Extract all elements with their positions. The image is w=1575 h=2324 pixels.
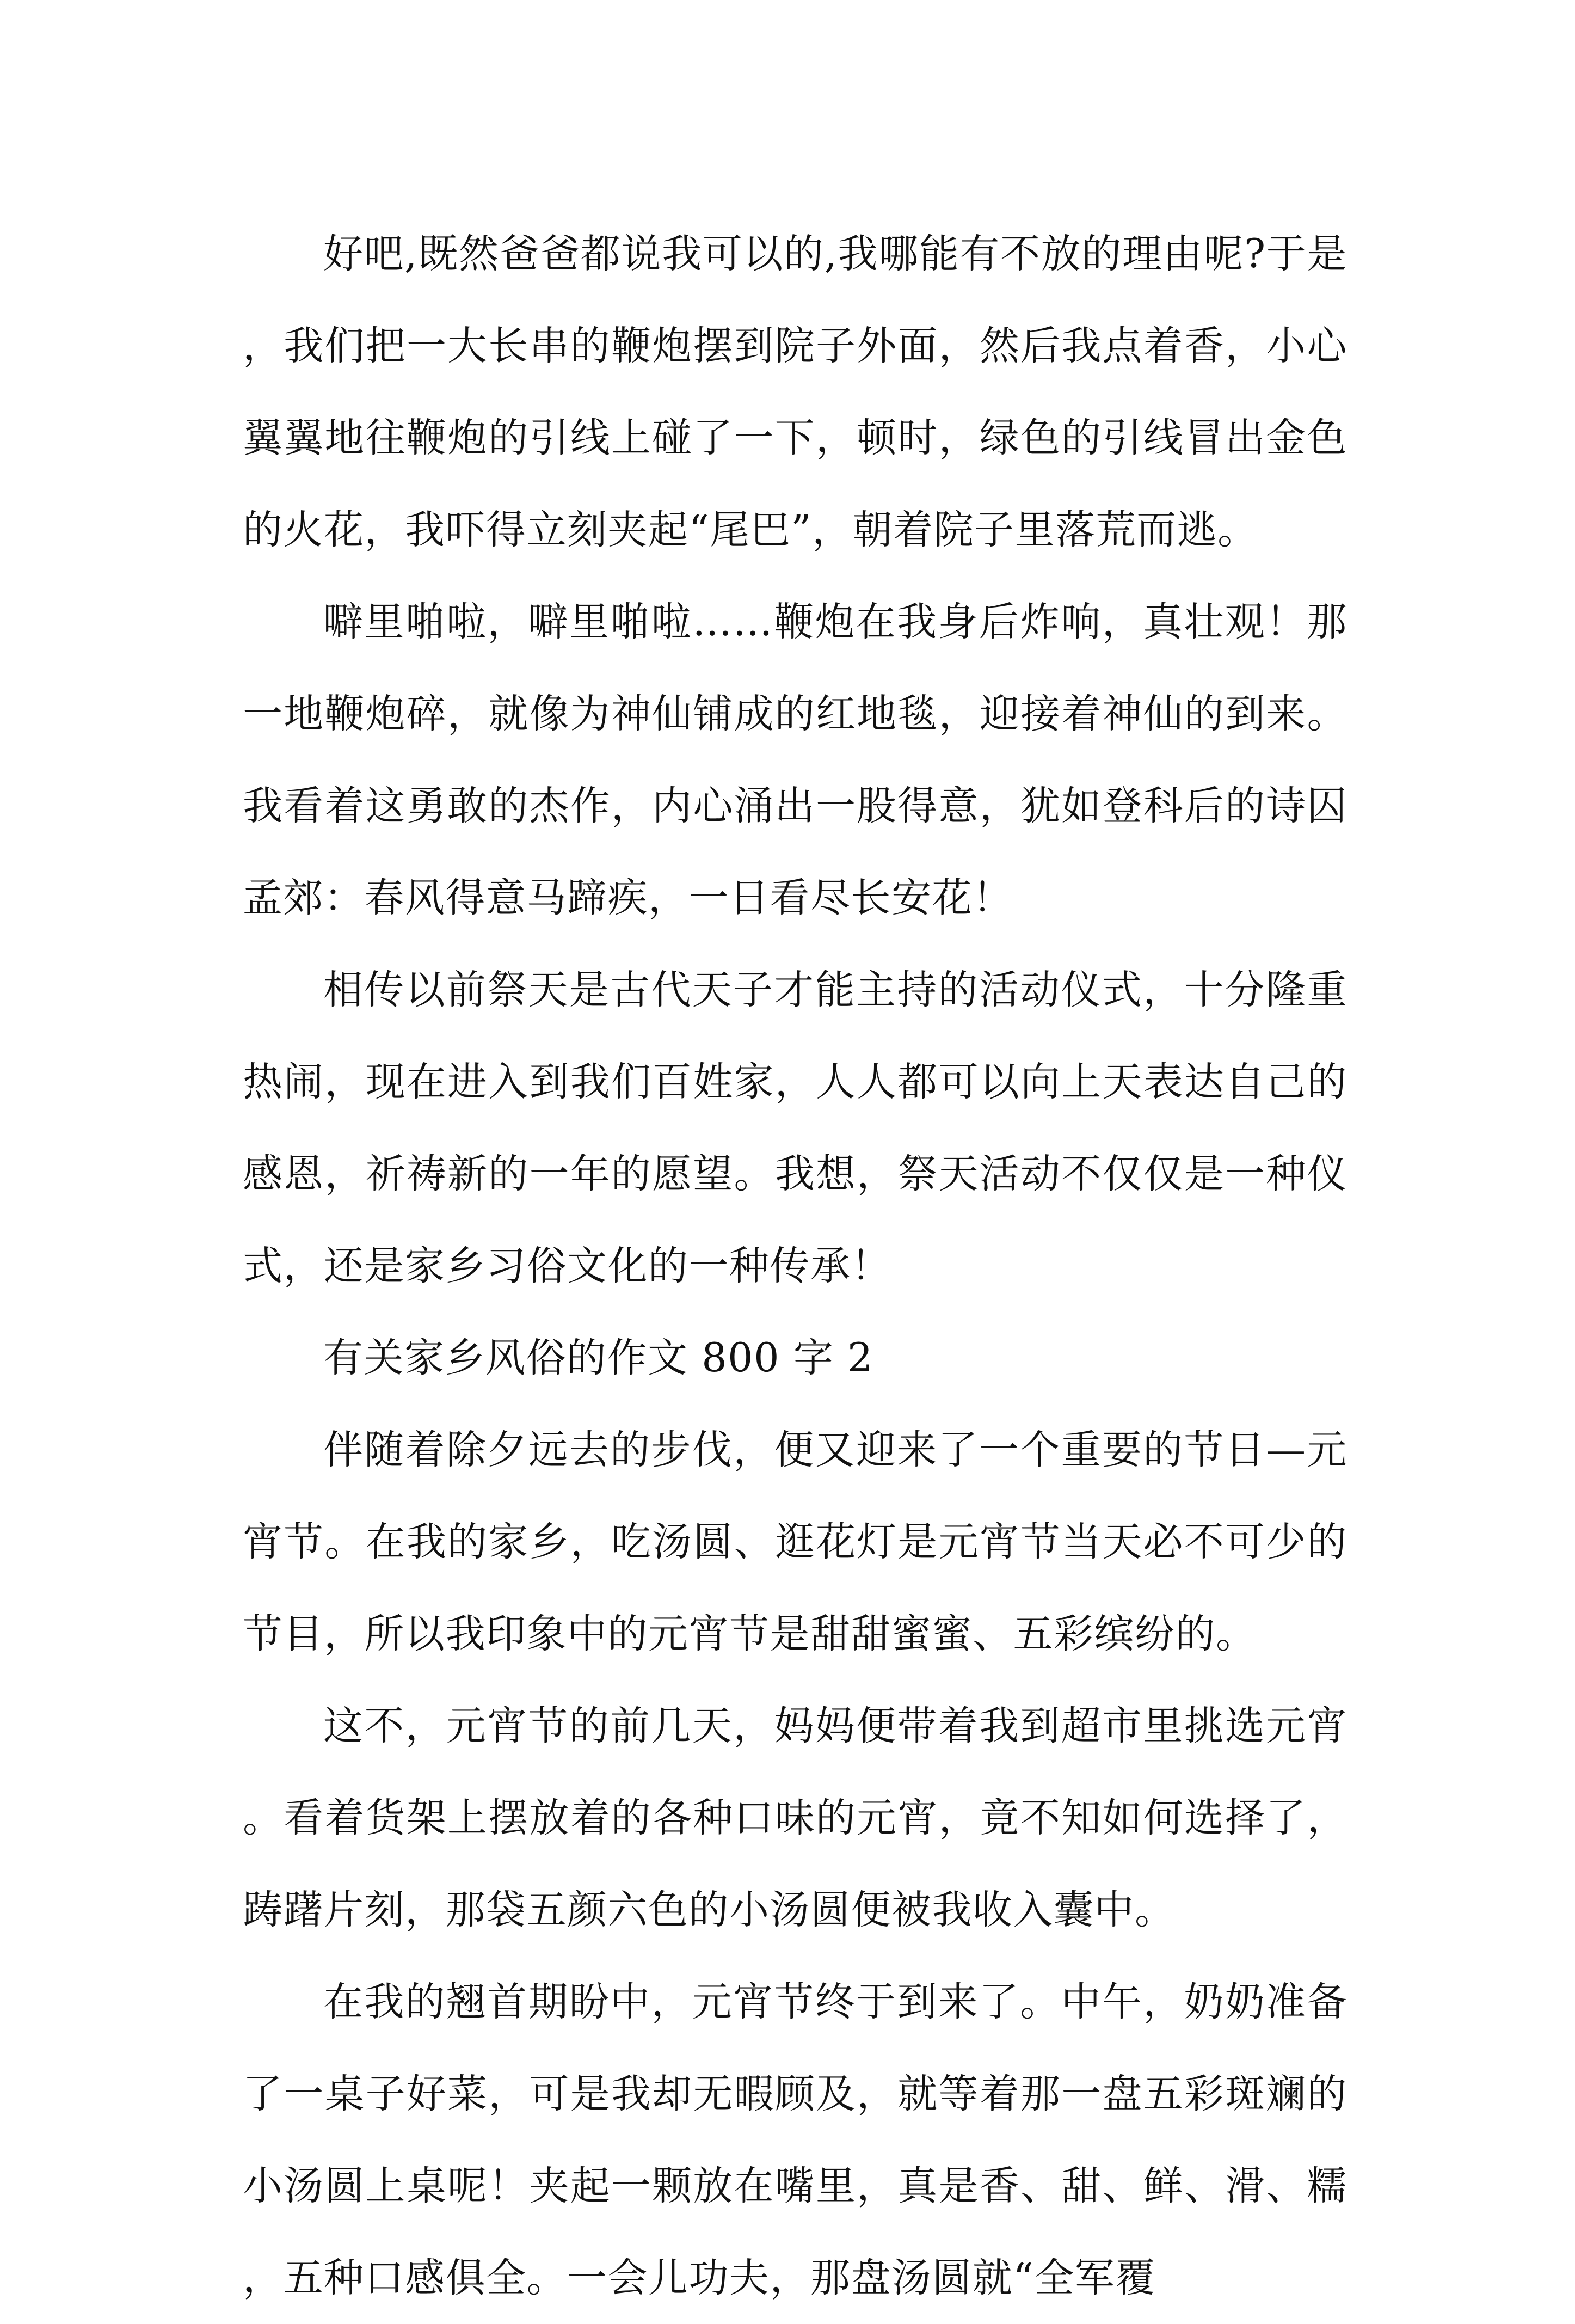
paragraph-heaven-worship: 相传以前祭天是古代天子才能主持的活动仪式，十分隆重热闹，现在进入到我们百姓家，人人都可以向上天表达自己的感恩，祈祷新的一年的愿望。我想，祭天活动不仅仅是一种仪式，还是家乡习俗文化的一种传承！: [243, 967, 1348, 1289]
paragraph-firecrackers-lighting: 好吧,既然爸爸都说我可以的,我哪能有不放的理由呢?于是，我们把一大长串的鞭炮摆到院子外面，然后我点着香，小心翼翼地往鞭炮的引线上碰了一下，顿时，绿色的引线冒出金色的火花，我吓得立刻夹起“尾巴”，朝着院子里落荒而逃。: [243, 231, 1348, 553]
document-body: [243, 208, 1348, 2324]
paragraph-buying-yuanxiao: 这不，元宵节的前几天，妈妈便带着我到超市里挑选元宵。看着货架上摆放着的各种口味的元宵，竟不知如何选择了，踌躇片刻，那袋五颜六色的小汤圆便被我收入囊中。: [243, 1703, 1348, 1933]
paragraph-firecrackers-explosion: 噼里啪啦，噼里啪啦……鞭炮在我身后炸响，真壮观！那一地鞭炮碎，就像为神仙铺成的红地毯，迎接着神仙的到来。我看着这勇敢的杰作，内心涌出一股得意，犹如登科后的诗囚孟郊：春风得意马蹄疾，一日看尽长安花！: [243, 599, 1348, 921]
paragraph-lantern-festival-intro: 伴随着除夕远去的步伐，便又迎来了一个重要的节日—元宵节。在我的家乡，吃汤圆、逛花灯是元宵节当天必不可少的节目，所以我印象中的元宵节是甜甜蜜蜜、五彩缤纷的。: [243, 1427, 1348, 1657]
paragraph-eating-tangyuan: 在我的翘首期盼中，元宵节终于到来了。中午，奶奶准备了一桌子好菜，可是我却无暇顾及，就等着那一盘五彩斑斓的小汤圆上桌呢！夹起一颗放在嘴里，真是香、甜、鲜、滑、糯，五种口感俱全。一会儿功夫，那盘汤圆就“全军覆: [243, 1979, 1348, 2301]
section-heading: 有关家乡风俗的作文 800 字 2: [323, 1335, 873, 1381]
